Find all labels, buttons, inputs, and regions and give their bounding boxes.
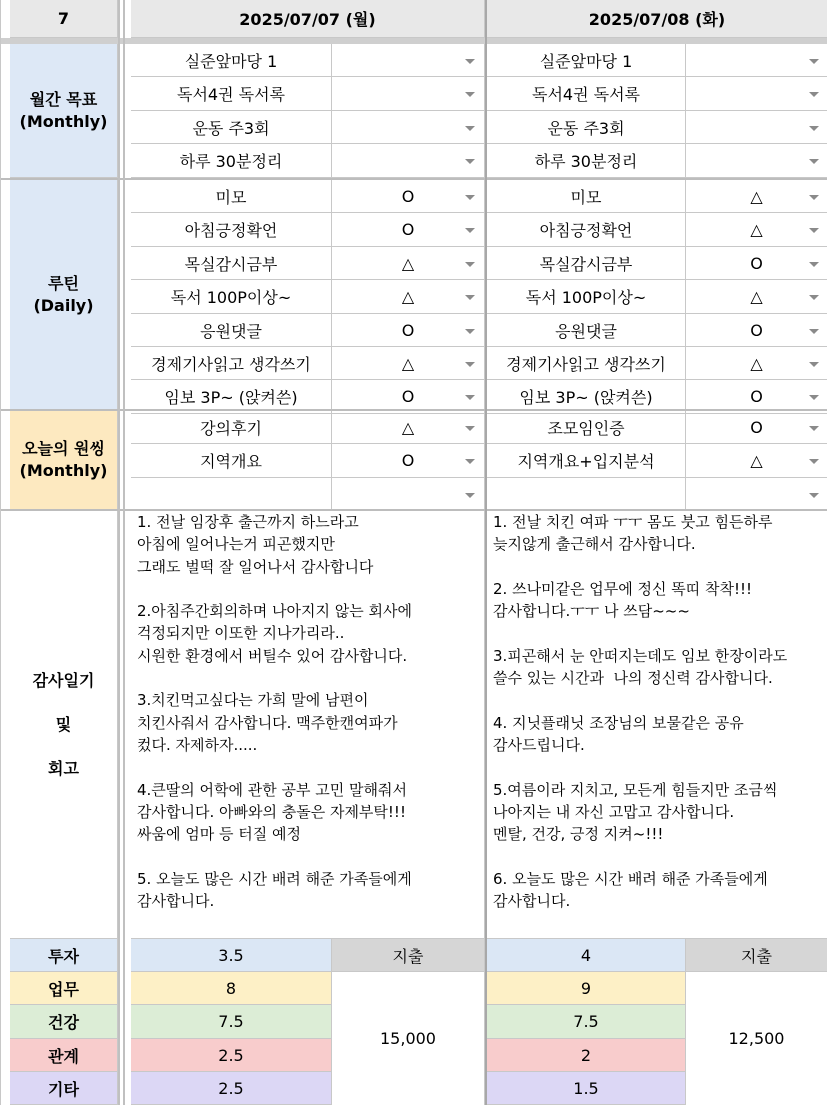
section-onething: [10, 411, 118, 510]
chevron-down-icon[interactable]: [465, 395, 475, 400]
score-category-label: 업무: [10, 972, 118, 1005]
day2-item-cell[interactable]: 운동 주3회: [487, 111, 686, 144]
chevron-down-icon[interactable]: [465, 262, 475, 267]
day2-item-cell[interactable]: 임보 3P~ (앉켜쓴): [487, 380, 686, 414]
day2-item-cell[interactable]: 독서 100P이상~: [487, 280, 686, 314]
day2-score-cell[interactable]: 1.5: [487, 1072, 686, 1105]
week-number: 7: [10, 0, 118, 38]
day1-item-cell[interactable]: [131, 478, 332, 511]
day1-item-cell[interactable]: 아침긍정확언: [131, 213, 332, 247]
chevron-down-icon[interactable]: [465, 459, 475, 464]
day1-score-cell[interactable]: 8: [131, 972, 332, 1005]
day2-status-select[interactable]: △: [686, 280, 827, 314]
day1-item-cell[interactable]: 지역개요: [131, 444, 332, 478]
day1-status-select[interactable]: [332, 44, 485, 77]
section-gratitude: [10, 511, 118, 939]
chevron-down-icon[interactable]: [809, 262, 819, 267]
chevron-down-icon[interactable]: [809, 426, 819, 431]
chevron-down-icon[interactable]: [465, 426, 475, 431]
day2-status-select[interactable]: O: [686, 247, 827, 280]
day2-item-cell[interactable]: 목실감시금부: [487, 247, 686, 280]
day1-status-select[interactable]: △: [332, 347, 485, 380]
chevron-down-icon[interactable]: [809, 126, 819, 131]
chevron-down-icon[interactable]: [809, 329, 819, 334]
day2-status-select[interactable]: [686, 77, 827, 111]
day2-item-cell[interactable]: 아침긍정확언: [487, 213, 686, 247]
day2-item-cell[interactable]: 독서4권 독서록: [487, 77, 686, 111]
chevron-down-icon[interactable]: [809, 92, 819, 97]
day2-item-cell[interactable]: 지역개요+입지분석: [487, 444, 686, 478]
grid-line: [0, 0, 1, 1105]
section-label-text: (Monthly): [19, 461, 108, 480]
day1-item-cell[interactable]: 독서 100P이상~: [131, 280, 332, 314]
day2-item-cell[interactable]: 실준앞마당 1: [487, 44, 686, 77]
day1-status-select[interactable]: △: [332, 411, 485, 444]
day2-score-cell[interactable]: 7.5: [487, 1005, 686, 1039]
score-category-label: 건강: [10, 1005, 118, 1039]
day1-status-select[interactable]: O: [332, 444, 485, 478]
chevron-down-icon[interactable]: [465, 362, 475, 367]
day2-expense-label: 지출: [686, 939, 827, 972]
score-category-label: 관계: [10, 1039, 118, 1072]
day1-item-cell[interactable]: 독서4권 독서록: [131, 77, 332, 111]
chevron-down-icon[interactable]: [465, 126, 475, 131]
score-category-label: 투자: [10, 939, 118, 972]
chevron-down-icon[interactable]: [465, 159, 475, 164]
day1-item-cell[interactable]: 임보 3P~ (앉켜쓴): [131, 380, 332, 414]
chevron-down-icon[interactable]: [465, 329, 475, 334]
day2-item-cell[interactable]: [487, 478, 686, 511]
score-category-label: 기타: [10, 1072, 118, 1105]
day2-status-select[interactable]: O: [686, 380, 827, 414]
day1-date-header: 2025/07/07 (월): [131, 0, 485, 38]
section-label-text: 감사일기: [32, 670, 95, 690]
day1-item-cell[interactable]: 응원댓글: [131, 314, 332, 347]
day1-item-cell[interactable]: 목실감시금부: [131, 247, 332, 280]
day2-expense-amount[interactable]: 12,500: [728, 1029, 785, 1048]
day2-item-cell[interactable]: 하루 30분정리: [487, 144, 686, 178]
day1-gratitude-journal[interactable]: 1. 전날 임장후 출근까지 하느라고 아침에 일어나는거 피곤했지만 그래도 벌떡 잘 일어나서 감사합니다 2.아침주간회의하며 나아지지 않는 회사에 걱정되지만 이또한 지나가리라.. 시원한 환경에서 버틸수 있어 감사합니다. 3.치킨먹고싶다는 가희 말에 남편이 치킨사줘서 감사합니다. 맥주한캔여파가 컸다. 자제하자..... 4.큰딸의 어학에 관한 공부 고민 말해줘서 감사합니다. 아빠와의 충돌은 자제부탁!!! 싸움에 엄마 등 터질 예정 5. 오늘도 많은 시간 배려 해준 가족들에게 감사합니다.: [131, 511, 485, 939]
day1-status-select[interactable]: O: [332, 180, 485, 213]
chevron-down-icon[interactable]: [809, 195, 819, 200]
day1-item-cell[interactable]: 미모: [131, 180, 332, 213]
day1-score-cell[interactable]: 2.5: [131, 1072, 332, 1105]
day1-status-select[interactable]: [332, 144, 485, 178]
day2-score-cell[interactable]: 9: [487, 972, 686, 1005]
day2-item-cell[interactable]: 응원댓글: [487, 314, 686, 347]
day1-status-select[interactable]: O: [332, 314, 485, 347]
grid-line: [118, 0, 120, 1105]
day2-gratitude-journal[interactable]: 1. 전날 치킨 여파 ㅜㅜ 몸도 붓고 힘든하루 늦지않게 출근해서 감사합니다. 2. 쓰나미같은 업무에 정신 똑띠 착착!!! 감사합니다.ㅜㅜ 나 쓰담~~~ 3.피곤해서 눈 안떠지는데도 임보 한장이라도 쓸수 있는 시간과 나의 정신력 감사합니다. 4. 지닛플래닛 조장님의 보물같은 공유 감사드립니다. 5.여름이라 지치고, 모든게 힘들지만 조금씩 나아지는 내 자신 고맙고 감사합니다. 멘탈, 건강, 긍정 지켜~!!! 6. 오늘도 많은 시간 배려 해준 가족들에게 감사합니다.: [487, 511, 827, 939]
day1-item-cell[interactable]: 운동 주3회: [131, 111, 332, 144]
day2-status-select[interactable]: △: [686, 347, 827, 380]
chevron-down-icon[interactable]: [465, 493, 475, 498]
day2-status-select[interactable]: O: [686, 314, 827, 347]
day1-status-select[interactable]: [332, 77, 485, 111]
section-monthly-goal: [10, 44, 118, 178]
day1-status-select[interactable]: △: [332, 247, 485, 280]
day2-status-select[interactable]: [686, 111, 827, 144]
grid-line: [123, 0, 125, 1105]
day1-status-select[interactable]: △: [332, 280, 485, 314]
chevron-down-icon[interactable]: [809, 295, 819, 300]
chevron-down-icon[interactable]: [465, 295, 475, 300]
day2-date-header: 2025/07/08 (화): [487, 0, 827, 38]
chevron-down-icon[interactable]: [809, 362, 819, 367]
day1-item-cell[interactable]: 하루 30분정리: [131, 144, 332, 178]
day2-status-select[interactable]: △: [686, 213, 827, 247]
chevron-down-icon[interactable]: [465, 59, 475, 64]
day2-item-cell[interactable]: 미모: [487, 180, 686, 213]
day1-item-cell[interactable]: 실준앞마당 1: [131, 44, 332, 77]
chevron-down-icon[interactable]: [465, 195, 475, 200]
day2-status-select[interactable]: △: [686, 444, 827, 478]
section-label-text: 및: [55, 714, 72, 734]
chevron-down-icon[interactable]: [465, 228, 475, 233]
day1-score-cell[interactable]: 7.5: [131, 1005, 332, 1039]
section-label-text: 오늘의 원씽: [22, 439, 105, 458]
section-routine: [10, 180, 118, 411]
day1-expense-amount[interactable]: 15,000: [332, 972, 485, 1105]
day2-status-select[interactable]: [686, 144, 827, 178]
day2-score-cell[interactable]: 4: [487, 939, 686, 972]
chevron-down-icon[interactable]: [809, 493, 819, 498]
grid-line: [485, 0, 487, 1105]
day1-status-select[interactable]: [332, 111, 485, 144]
section-label-text: 월간 목표: [29, 89, 98, 109]
day1-status-select[interactable]: O: [332, 380, 485, 414]
day1-score-cell[interactable]: 3.5: [131, 939, 332, 972]
chevron-down-icon[interactable]: [809, 395, 819, 400]
day2-score-cell[interactable]: 2: [487, 1039, 686, 1072]
day1-item-cell[interactable]: 경제기사읽고 생각쓰기: [131, 347, 332, 380]
day2-status-select[interactable]: [686, 478, 827, 511]
section-label-text: 루틴: [48, 274, 79, 293]
day2-status-select[interactable]: △: [686, 180, 827, 213]
day1-status-select[interactable]: O: [332, 213, 485, 247]
section-label-text: (Monthly): [19, 111, 108, 131]
day2-item-cell[interactable]: 경제기사읽고 생각쓰기: [487, 347, 686, 380]
day2-item-cell[interactable]: 조모임인증: [487, 411, 686, 444]
day1-status-select[interactable]: [332, 478, 485, 511]
section-label-text: (Daily): [33, 296, 94, 315]
day1-item-cell[interactable]: 강의후기: [131, 411, 332, 444]
chevron-down-icon[interactable]: [465, 92, 475, 97]
day2-status-select[interactable]: [686, 44, 827, 77]
section-label-text: 회고: [48, 758, 79, 778]
chevron-down-icon[interactable]: [809, 459, 819, 464]
chevron-down-icon[interactable]: [809, 59, 819, 64]
day2-status-select[interactable]: O: [686, 411, 827, 444]
chevron-down-icon[interactable]: [809, 159, 819, 164]
day1-expense-label: 지출: [332, 939, 485, 972]
day1-score-cell[interactable]: 2.5: [131, 1039, 332, 1072]
chevron-down-icon[interactable]: [809, 228, 819, 233]
